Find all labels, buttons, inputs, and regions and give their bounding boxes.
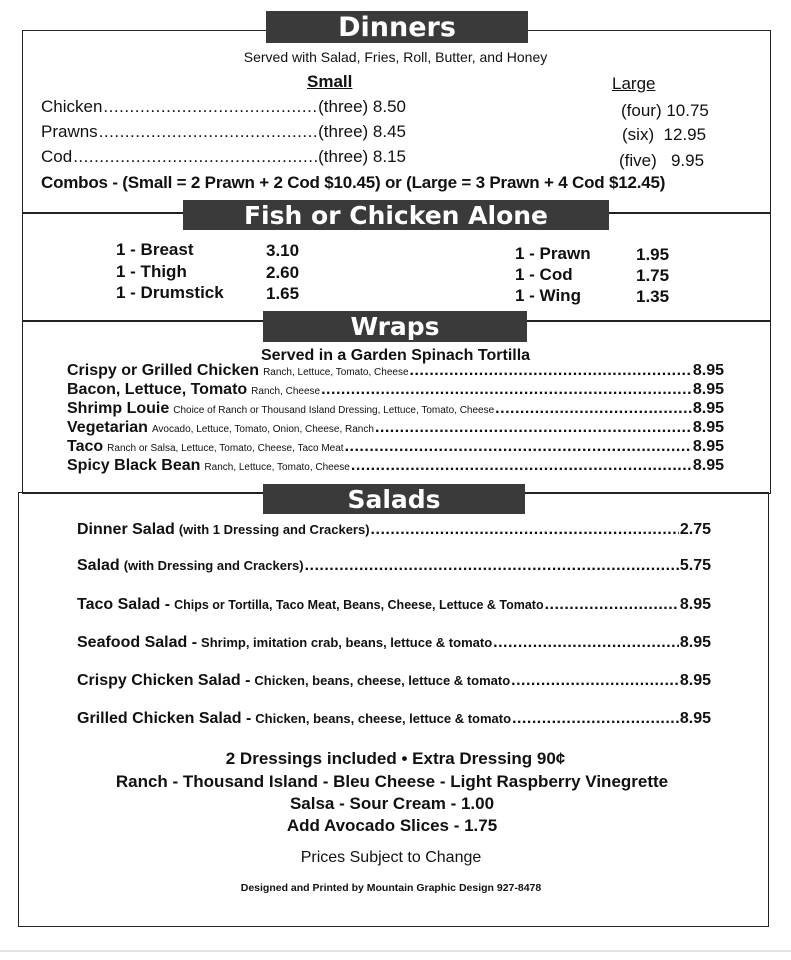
salad-price: 8.95 [679,672,711,689]
salad-desc: (with Dressing and Crackers) [123,558,304,573]
alone-price: 1.35 [636,287,670,306]
combos-line: Combos - (Small = 2 Prawn + 2 Cod $10.45) or (Large = 3 Prawn + 4 Cod $12.45) [41,173,666,192]
dressing-note: 2 Dressings included • Extra Dressing 90¢ [225,749,566,768]
salads-banner: Salads [263,484,525,514]
alone-item: 1 - Thigh [116,262,187,281]
salad-price: 2.75 [679,521,711,538]
dinner-large-price: (six) 12.95 [622,125,707,144]
salad-price: 8.95 [679,596,711,613]
dinner-name: Cod [41,147,73,166]
salad-item [77,672,711,690]
salad-desc: Chips or Tortilla, Taco Meat, Beans, Cheese, Lettuce & Tomato [174,598,544,612]
designer-credit: Designed and Printed by Mountain Graphic Design 927-8478 [240,882,542,894]
wrap-desc: Avocado, Lettuce, Tomato, Onion, Cheese, Ranch [151,424,374,435]
wrap-item [67,438,724,456]
wrap-item [67,362,724,380]
alone-price: 1.75 [636,266,670,285]
wrap-desc: Choice of Ranch or Thousand Island Dressing, Lettuce, Tomato, Cheese [173,405,495,416]
col-large-header: Large [612,74,656,93]
salad-name: Salad [77,557,120,574]
wrap-name: Crispy or Grilled Chicken [67,362,260,379]
wrap-price: 8.95 [692,400,724,417]
alone-item: 1 - Breast [116,240,194,259]
salad-desc: (with 1 Dressing and Crackers) [178,522,370,537]
wrap-desc: Ranch, Lettuce, Tomato, Cheese [204,462,350,473]
wrap-desc: Ranch, Cheese [251,386,321,397]
alone-price: 3.10 [266,241,300,260]
alone-price: 1.95 [636,245,670,264]
wraps-banner: Wraps [263,311,527,342]
dinner-name: Prawns [41,122,98,141]
wrap-name: Vegetarian [67,419,148,436]
col-small-header: Small [307,72,353,91]
alone-item: 1 - Prawn [515,244,591,263]
salad-item [77,596,711,614]
wrap-desc: Ranch or Salsa, Lettuce, Tomato, Cheese, Taco Meat [107,443,344,454]
wrap-name: Taco [67,438,104,455]
wrap-item [67,400,724,418]
alone-item: 1 - Drumstick [116,283,224,302]
wrap-item [67,419,724,437]
salad-desc: Shrimp, imitation crab, beans, lettuce & tomato [201,635,493,650]
salsa-note: Salsa - Sour Cream - 1.00 [289,794,495,813]
dinners-subtitle: Served with Salad, Fries, Roll, Butter, and Honey [243,49,548,65]
salad-name: Grilled Chicken Salad - [77,710,252,727]
alone-price: 1.65 [266,284,300,303]
wrap-item [67,457,724,475]
dinner-small-price: (three) 8.45 [318,122,406,141]
salad-name: Crispy Chicken Salad - [77,672,251,689]
dinner-row-chicken [41,97,406,117]
dinner-large-price: (four) 10.75 [621,101,709,120]
salad-desc: Chicken, beans, cheese, lettuce & tomato [255,711,512,726]
avocado-note: Add Avocado Slices - 1.75 [286,816,498,835]
dinner-row-prawns [41,122,406,142]
salad-name: Seafood Salad - [77,634,198,651]
wrap-price: 8.95 [692,438,724,455]
salad-price: 8.95 [679,634,711,651]
wrap-name: Bacon, Lettuce, Tomato [67,381,248,398]
salad-item [77,521,711,539]
dinner-small-price: (three) 8.50 [318,97,406,116]
dinner-name: Chicken [41,97,103,116]
salad-name: Taco Salad - [77,596,171,613]
salad-name: Dinner Salad [77,521,175,538]
salad-item [77,634,711,652]
wrap-price: 8.95 [692,419,724,436]
wrap-name: Shrimp Louie [67,400,170,417]
salad-desc: Chicken, beans, cheese, lettuce & tomato [254,673,511,688]
wrap-price: 8.95 [692,457,724,474]
wrap-price: 8.95 [692,381,724,398]
dinner-row-cod [41,147,406,167]
wrap-name: Spicy Black Bean [67,457,201,474]
alone-banner: Fish or Chicken Alone [183,200,609,230]
wrap-item [67,381,724,399]
dinners-banner: Dinners [266,11,528,43]
wrap-price: 8.95 [692,362,724,379]
salad-item [77,710,711,728]
alone-price: 2.60 [266,263,300,282]
wrap-desc: Ranch, Lettuce, Tomato, Cheese [263,367,409,378]
salad-price: 5.75 [679,557,711,574]
alone-item: 1 - Cod [515,265,573,284]
prices-note: Prices Subject to Change [300,849,482,866]
salad-price: 8.95 [679,710,711,727]
wraps-subtitle: Served in a Garden Spinach Tortilla [260,347,531,364]
page-edge [0,950,791,952]
dinner-small-price: (three) 8.15 [318,147,406,166]
salad-item [77,557,711,575]
dressing-list: Ranch - Thousand Island - Bleu Cheese - Light Raspberry Vinegrette [115,772,669,791]
alone-item: 1 - Wing [515,286,581,305]
dinner-large-price: (five) 9.95 [619,151,705,170]
